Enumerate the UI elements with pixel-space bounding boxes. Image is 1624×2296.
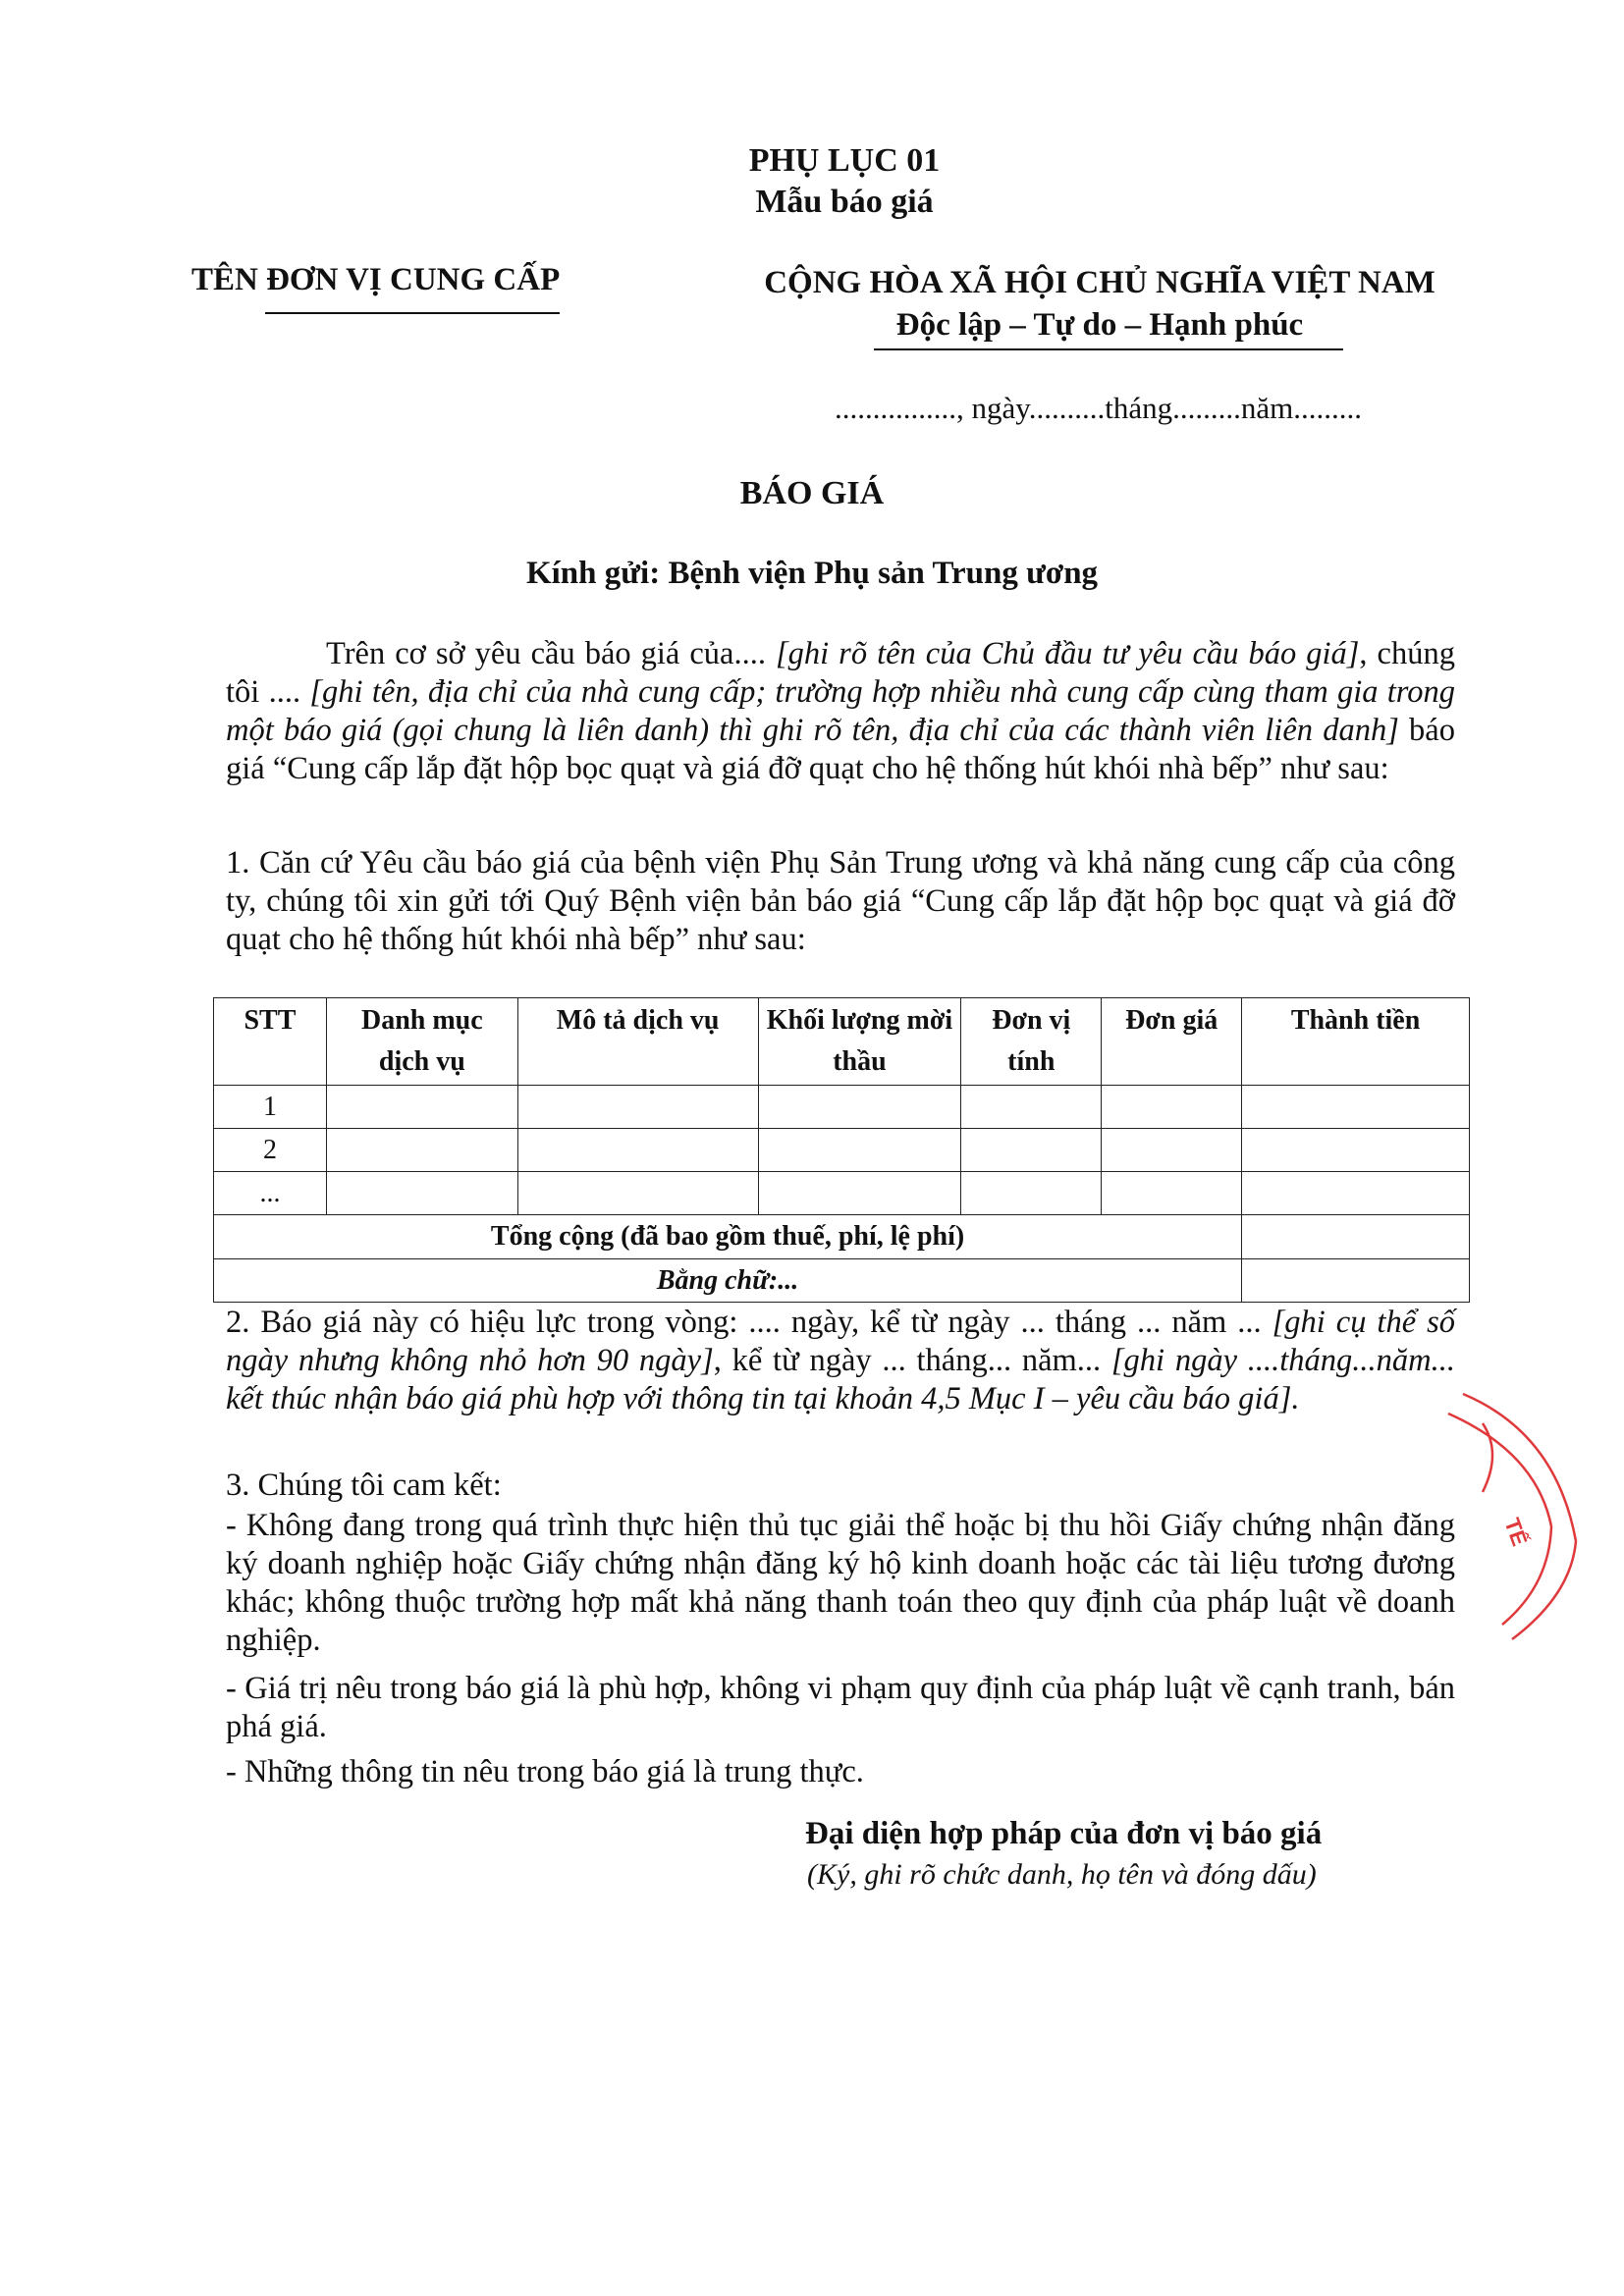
header-quantity: Khối lượng mời thầu (758, 998, 961, 1086)
table-cell (758, 1129, 961, 1172)
header-amount: Thành tiền (1242, 998, 1470, 1086)
table-cell (1102, 1172, 1242, 1215)
item-2-text-2: , kể từ ngày ... tháng... năm... (713, 1343, 1111, 1378)
intro-paragraph (226, 635, 1455, 788)
item-2-italic-2: [ghi ngày ....tháng...năm... kết thúc nhận báo giá phù hợp với thông tin tại khoản 4,5 Mục I – yêu cầu báo giá]. (226, 1343, 1456, 1416)
recipient: Kính gửi: Bệnh viện Phụ sản Trung ương (525, 556, 1099, 591)
signature-title: Đại diện hợp pháp của đơn vị báo giá (805, 1816, 1323, 1851)
commitment-1: - Không đang trong quá trình thực hiện thủ tục giải thể hoặc bị thu hồi Giấy chứng nhận đăng ký doanh nghiệp hoặc Giấy chứng nhận đăng ký hộ kinh doanh hoặc các tài liệu tương đương khác; không thuộc trường hợp mất khả năng thanh toán theo quy định của pháp luật về doanh nghiệp. (226, 1508, 1455, 1658)
intro-italic-1: [ghi rõ tên của Chủ đầu tư yêu cầu báo giá] (775, 636, 1360, 671)
item-2-italic-1: [ghi cụ thể số ngày nhưng không nhỏ hơn 90 ngày] (226, 1305, 1455, 1378)
item-3-heading: 3. Chúng tôi cam kết: (226, 1468, 502, 1503)
document-title: BÁO GIÁ (739, 475, 885, 511)
table-cell (1102, 1129, 1242, 1172)
appendix-label: PHỤ LỤC 01 (748, 142, 941, 179)
nation-name: CỘNG HÒA XÃ HỘI CHỦ NGHĨA VIỆT NAM (764, 265, 1435, 300)
appendix-subtitle: Mẫu báo giá (755, 184, 934, 220)
in-words-row (214, 1259, 1470, 1303)
table-cell (758, 1172, 961, 1215)
motto-underline (874, 348, 1343, 350)
table-cell (517, 1129, 758, 1172)
header-category: Danh mục dịch vụ (326, 998, 517, 1086)
in-words-value (1242, 1259, 1470, 1303)
table-cell (326, 1172, 517, 1215)
row-stt: 2 (214, 1129, 327, 1172)
table-cell (961, 1086, 1102, 1129)
row-stt: 1 (214, 1086, 327, 1129)
table-row (214, 1086, 1470, 1129)
header-description: Mô tả dịch vụ (517, 998, 758, 1086)
item-2-paragraph (226, 1304, 1455, 1418)
table-cell (326, 1086, 517, 1129)
table-cell (326, 1129, 517, 1172)
intro-text-2: , chúng tôi .... (226, 636, 1455, 710)
total-row (214, 1215, 1470, 1259)
table-cell (1242, 1172, 1470, 1215)
signature-note: (Ký, ghi rõ chức danh, họ tên và đóng dấu) (807, 1858, 1317, 1891)
table-cell (517, 1086, 758, 1129)
table-cell (517, 1172, 758, 1215)
table-cell (1242, 1129, 1470, 1172)
item-1-paragraph: 1. Căn cứ Yêu cầu báo giá của bệnh viện Phụ Sản Trung ương và khả năng cung cấp của công ty, chúng tôi xin gửi tới Quý Bệnh viện bản báo giá “Cung cấp lắp đặt hộp bọc quạt và giá đỡ quạt cho hệ thống hút khói nhà bếp” như sau: (226, 845, 1455, 957)
svg-text:TẾ: TẾ (1499, 1515, 1533, 1550)
header-unit-price: Đơn giá (1102, 998, 1242, 1086)
intro-text-3: báo giá “Cung cấp lắp đặt hộp bọc quạt và giá đỡ quạt cho hệ thống hút khói nhà bếp” như sau: (226, 713, 1455, 786)
table-cell (961, 1172, 1102, 1215)
sender-underline (265, 312, 560, 314)
commitment-3: - Những thông tin nêu trong báo giá là trung thực. (226, 1754, 864, 1789)
commitment-2: - Giá trị nêu trong báo giá là phù hợp, không vi phạm quy định của pháp luật về cạnh tranh, bán phá giá. (226, 1671, 1455, 1744)
in-words-label: Bằng chữ:... (214, 1259, 1242, 1303)
total-label: Tổng cộng (đã bao gồm thuế, phí, lệ phí) (214, 1215, 1242, 1259)
header-unit: Đơn vị tính (961, 998, 1102, 1086)
row-stt: ... (214, 1172, 327, 1215)
table-row (214, 1172, 1470, 1215)
appendix-header (0, 140, 1624, 223)
red-seal-stamp-fragment (1443, 1355, 1624, 1649)
table-cell (1102, 1086, 1242, 1129)
intro-text-1: Trên cơ sở yêu cầu báo giá của.... (326, 636, 776, 671)
quote-table (213, 997, 1470, 1303)
table-cell (1242, 1086, 1470, 1129)
table-header-row (214, 998, 1470, 1086)
table-cell (961, 1129, 1102, 1172)
table-row (214, 1129, 1470, 1172)
table-cell (758, 1086, 961, 1129)
sender-name: TÊN ĐƠN VỊ CUNG CẤP (191, 262, 561, 297)
date-line: ................, ngày..........tháng.........năm......... (835, 391, 1362, 425)
intro-italic-2: [ghi tên, địa chỉ của nhà cung cấp; trường hợp nhiều nhà cung cấp cùng tham gia trong một báo giá (gọi chung là liên danh) thì ghi rõ tên, địa chỉ của các thành viên liên danh] (226, 674, 1455, 748)
header-stt: STT (214, 998, 327, 1086)
item-2-text-1: 2. Báo giá này có hiệu lực trong vòng: .... ngày, kể từ ngày ... tháng ... năm ... (226, 1305, 1272, 1340)
total-value (1242, 1215, 1470, 1259)
nation-motto: Độc lập – Tự do – Hạnh phúc (895, 307, 1304, 343)
